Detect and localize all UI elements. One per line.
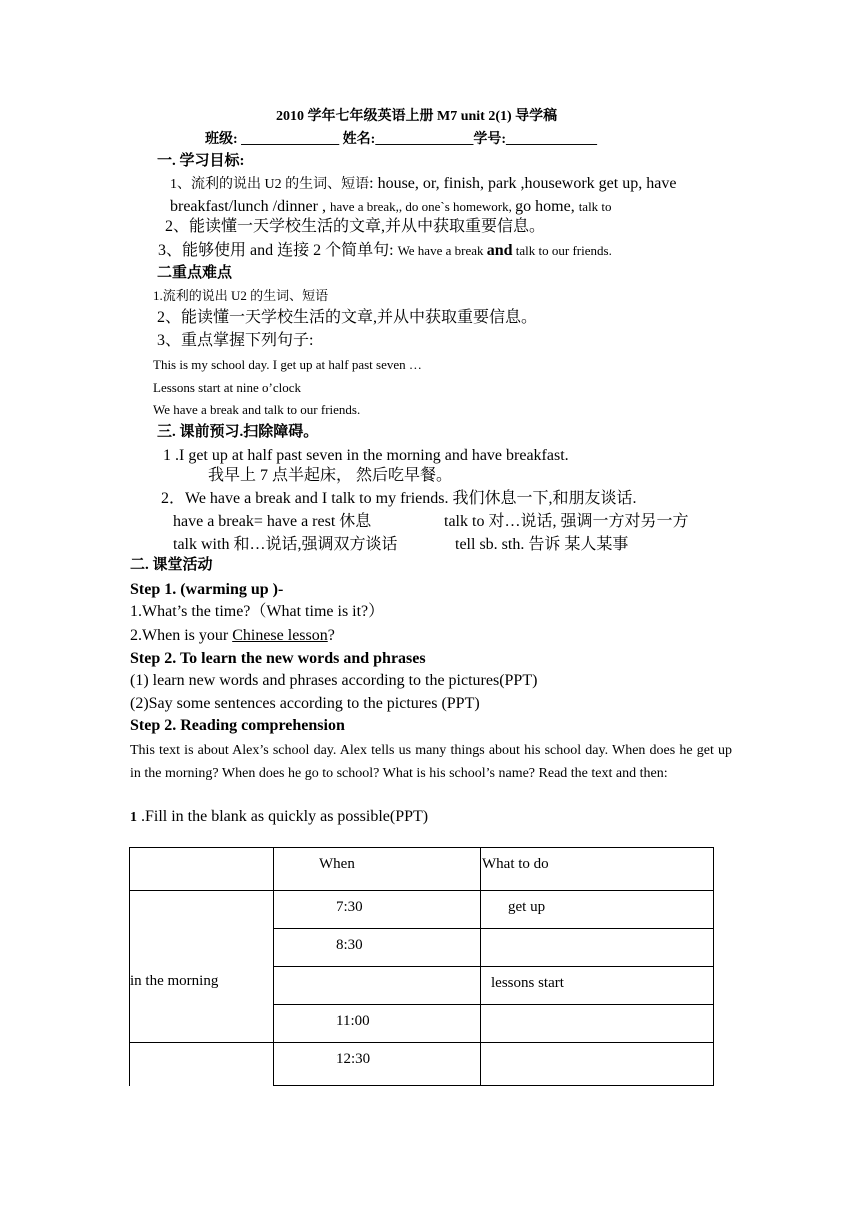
goal-item-3-d: talk to our friends. bbox=[512, 243, 612, 258]
section-learning-goals-heading: 一. 学习目标: bbox=[157, 153, 245, 169]
table-header-empty bbox=[130, 848, 274, 891]
table-cell-when: 11:00 bbox=[274, 1005, 481, 1043]
section-class-activity-heading: 二. 课堂活动 bbox=[130, 557, 213, 573]
table-cell-what[interactable]: get up bbox=[481, 891, 714, 929]
preview-item-1-en: 1 .I get up at half past seven in the morning and have breakfast. bbox=[163, 447, 569, 464]
step-2-item-1: (1) learn new words and phrases according to the pictures(PPT) bbox=[130, 672, 538, 689]
step-1-question-2 bbox=[130, 627, 335, 645]
table-cell-what[interactable] bbox=[481, 1005, 714, 1043]
key-sentence-1: This is my school day. I get up at half past seven … bbox=[153, 357, 422, 372]
step-2-heading: Step 2. To learn the new words and phrases bbox=[130, 650, 426, 667]
preview-phrase-have-a-break: have a break= have a rest 休息 bbox=[173, 513, 372, 530]
reading-paragraph: This text is about Alex’s school day. Alex tells us many things about his school day. When does he get up in the morning? When does he go to school? What is his school’s name? Read the text and then: bbox=[130, 743, 732, 781]
question-2-suffix: ? bbox=[327, 627, 335, 644]
goal-item-1-prefix: 1、流利的说出 U2 的生词、短语 bbox=[170, 177, 370, 192]
goal-item-2: 2、能读懂一天学校生活的文章,并从中获取重要信息。 bbox=[165, 218, 546, 235]
section-key-points-heading: 二重点难点 bbox=[157, 265, 233, 281]
question-2-prefix: 2.When is your bbox=[130, 627, 233, 644]
table-cell-when: 7:30 bbox=[274, 891, 481, 929]
goal-item-1-line2-c: go home, bbox=[515, 198, 579, 215]
goal-item-1-line1 bbox=[170, 175, 676, 193]
step-reading-heading: Step 2. Reading comprehension bbox=[130, 717, 345, 734]
fill-instruction-number: 1 bbox=[130, 810, 137, 825]
table-row bbox=[130, 891, 714, 929]
step-1-question-1: 1.What’s the time?（What time is it?） bbox=[130, 603, 385, 620]
key-point-1: 1.流利的说出 U2 的生词、短语 bbox=[153, 288, 329, 303]
preview-item-1-cn: 我早上 7 点半起床， 然后吃早餐。 bbox=[208, 467, 453, 484]
table-header-what: What to do bbox=[481, 848, 714, 891]
student-info-line: 班级: ______________ 姓名:______________学号:_____________ bbox=[205, 132, 597, 147]
fill-in-table bbox=[129, 847, 714, 1086]
table-header-row bbox=[130, 848, 714, 891]
goal-item-3-a: 3、能够使用 and 连接 2 个简单句: bbox=[158, 242, 398, 259]
table-period-morning: in the morning bbox=[130, 891, 274, 1043]
table-header-when: When bbox=[274, 848, 481, 891]
table-cell-what[interactable] bbox=[481, 929, 714, 967]
table-cell-when: 12:30 bbox=[274, 1043, 481, 1086]
preview-phrase-tell: tell sb. sth. 告诉 某人某事 bbox=[455, 536, 629, 553]
preview-phrase-talk-to: talk to 对…说话, 强调一方对另一方 bbox=[444, 513, 689, 530]
key-sentence-2: Lessons start at nine o’clock bbox=[153, 380, 302, 395]
goal-item-3-c: and bbox=[486, 242, 513, 259]
goal-item-1-line2-b: have a break,, do one`s homework, bbox=[329, 199, 516, 214]
key-point-2: 2、能读懂一天学校生活的文章,并从中获取重要信息。 bbox=[157, 309, 538, 326]
goal-item-3-b: We have a break bbox=[397, 243, 487, 258]
goal-item-1-words: : house, or, finish, park ,housework get up, have bbox=[369, 175, 677, 192]
table-cell-what: lessons start bbox=[481, 967, 714, 1005]
table-cell-what[interactable] bbox=[481, 1043, 714, 1086]
section-preview-heading: 三. 课前预习.扫除障碍。 bbox=[157, 424, 319, 440]
preview-item-2: 2．We have a break and I talk to my friends. 我们休息一下,和朋友谈话. bbox=[161, 490, 637, 507]
preview-phrase-talk-with: talk with 和…说话,强调双方谈话 bbox=[173, 536, 398, 553]
key-point-3: 3、重点掌握下列句子: bbox=[157, 332, 314, 349]
table-period-empty bbox=[130, 1043, 274, 1086]
fill-instruction-text: .Fill in the blank as quickly as possible(PPT) bbox=[137, 808, 429, 825]
step-1-heading: Step 1. (warming up )- bbox=[130, 581, 284, 598]
question-2-underlined: Chinese lesson bbox=[232, 627, 328, 644]
goal-item-1-line2-a: breakfast/lunch /dinner , bbox=[170, 198, 330, 215]
goal-item-1-line2-d: talk to bbox=[578, 199, 612, 214]
table-row bbox=[130, 1043, 714, 1086]
table-cell-when: 8:30 bbox=[274, 929, 481, 967]
table-cell-when[interactable] bbox=[274, 967, 481, 1005]
key-sentence-3: We have a break and talk to our friends. bbox=[153, 402, 361, 417]
fill-instruction bbox=[130, 808, 428, 826]
goal-item-3 bbox=[158, 242, 612, 260]
step-2-item-2: (2)Say some sentences according to the pictures (PPT) bbox=[130, 695, 480, 712]
page-title: 2010 学年七年级英语上册 M7 unit 2(1) 导学稿 bbox=[276, 109, 558, 124]
goal-item-1-line2 bbox=[170, 198, 612, 216]
